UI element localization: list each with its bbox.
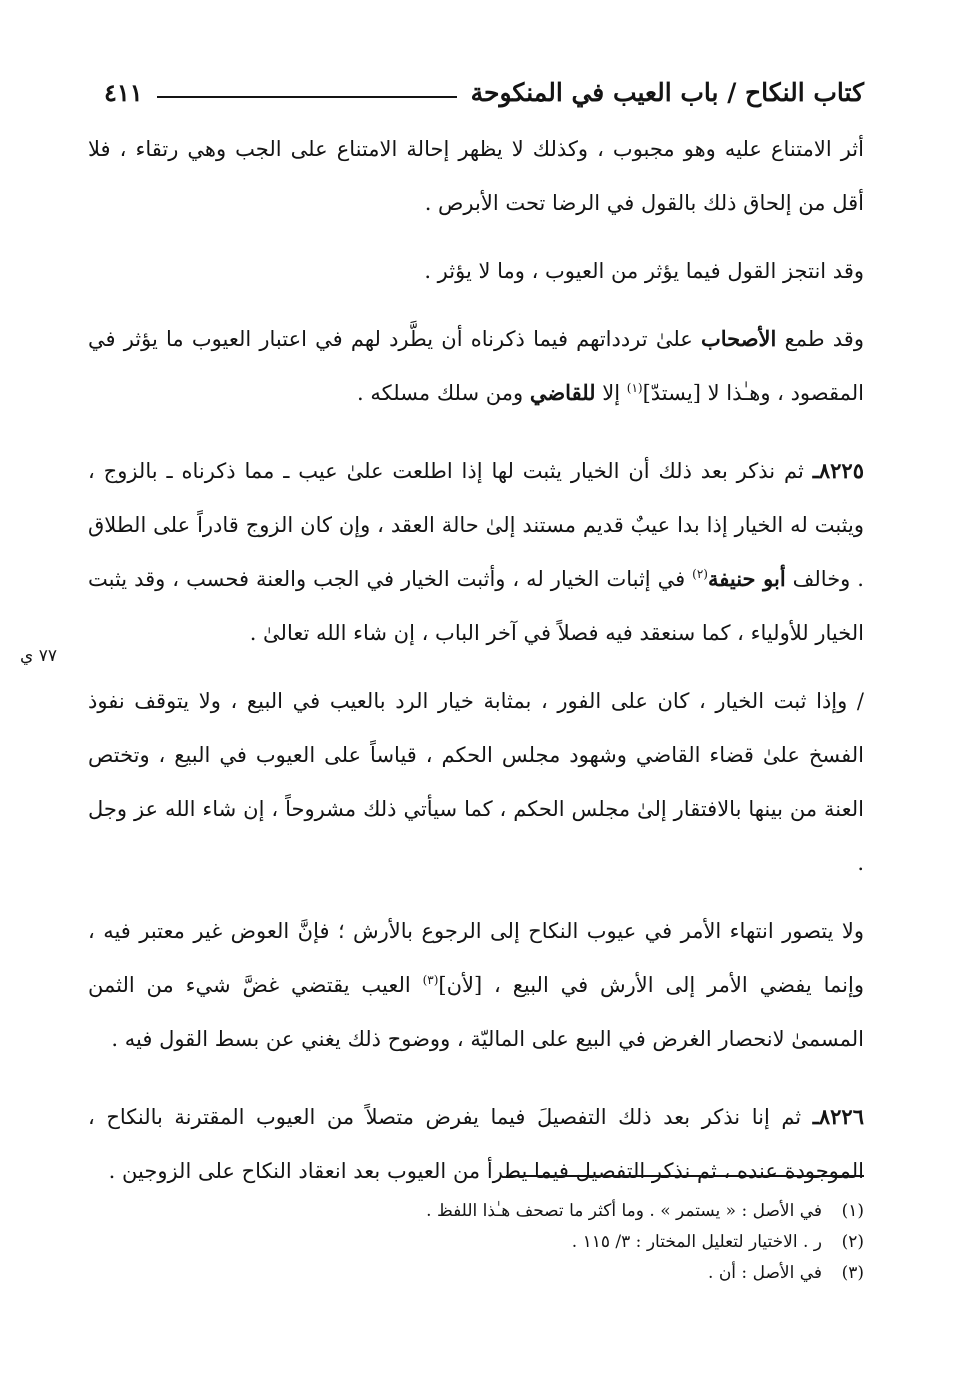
chapter-title: كتاب النكاح / باب العيب في المنكوحة: [470, 77, 864, 107]
margin-note: ٧٧ ي: [20, 646, 57, 666]
footnote-3: (٣) في الأصل : أن .: [708, 1263, 864, 1283]
paragraph-4: ٨٢٢٥ـ ثم نذكر بعد ذلك أن الخيار يثبت لها إذا اطلعت علىٰ عيب ـ مما ذكرناه ـ بالزوج ، ويثبت له الخيار إذا بدا عيبٌ قديم مستند إلىٰ حالة العقد ، وإن كان الزوج قادراً على الطلاق . وخالف أبو حنيفة$^{(٢)}$ في إثبات الخيار له ، وأثبت الخيار في الجب والعنة فحسب ، وقد يثبت الخيار للأولياء ، كما سنعقد فيه فصلاً في آخر الباب ، إن شاء الله تعالىٰ .: [88, 458, 864, 645]
footnote-2: (٢) ر . الاختيار لتعليل المختار : ٣/ ١١٥ .: [571, 1232, 864, 1252]
paragraph-3: وقد طمع الأصحاب علىٰ تردداتهم فيما ذكرناه أن يطَّرد لهم في اعتبار العيوب ما يؤثر في المقصود ، وهـٰذا لا [يستدّ]$^{(١)}$ إلا للقاضي ومن سلك مسلكه .: [88, 326, 864, 405]
footnote-ref-3: (٣): [422, 973, 439, 987]
paragraph-7: ٨٢٢٦ـ ثم إنا نذكر بعد ذلك التفصيلَ فيما يفرض متصلاً من العيوب المقترنة بالنكاح ، الموجودة عنده ، ثم نذكر التفصيل فيما يطرأ من العيوب بعد انعقاد النكاح على الزوجين .: [88, 1104, 864, 1183]
header-rule: [157, 96, 457, 98]
emphasis-ashab: الأصحاب: [701, 326, 777, 351]
main-text: [88, 122, 864, 1198]
footnotes: [150, 1196, 864, 1289]
page-number: ٤١١: [104, 77, 143, 107]
running-header: [104, 72, 864, 112]
paragraph-1: أثر الامتناع عليه وهو مجبوب ، وكذلك لا يظهر إحالة الامتناع على الجب وهي رتقاء ، فلا أقل من إلحاق ذلك بالقول في الرضا تحت الأبرص .: [88, 137, 864, 215]
paragraph-2: وقد انتجز القول فيما يؤثر من العيوب ، وما لا يؤثر .: [424, 259, 864, 283]
emphasis-abu-hanifa: أبو حنيفة: [707, 566, 786, 591]
section-number-8226: ٨٢٢٦ـ: [812, 1104, 864, 1129]
paragraph-6: ولا يتصور انتهاء الأمر في عيوب النكاح إلى الرجوع بالأرش ؛ فإنَّ العوض غير معتبر فيه ، وإنما يفضي الأمر إلى الأرش في البيع ، [لأن]$^{(٣)}$ العيب يقتضي غضَّ شيء من الثمن المسمىٰ لانحصار الغرض في البيع على الماليّة ، ووضوح ذلك يغني عن بسط القول فيه .: [88, 919, 864, 1051]
footnote-1: (١) في الأصل : « يستمر » . وما أكثر ما تصحف هـٰذا اللفظ .: [426, 1201, 864, 1221]
emphasis-qadi: للقاضي: [529, 380, 596, 405]
paragraph-5: / وإذا ثبت الخيار ، كان على الفور ، بمثابة خيار الرد بالعيب في البيع ، ولا يتوقف نفوذ الفسخ علىٰ قضاء القاضي وشهود مجلس الحكم ، قياساً على العيوب في البيع ، وتختص العنة من بينها بالافتقار إلىٰ مجلس الحكم ، كما سيأتي ذلك مشروحاً ، إن شاء الله عز وجل .: [88, 689, 864, 875]
footnote-divider: [506, 1175, 864, 1177]
footnote-ref-2: (٢): [692, 567, 708, 581]
section-number-8225: ٨٢٢٥ـ: [812, 458, 864, 483]
footnote-ref-1: (١): [626, 381, 643, 395]
